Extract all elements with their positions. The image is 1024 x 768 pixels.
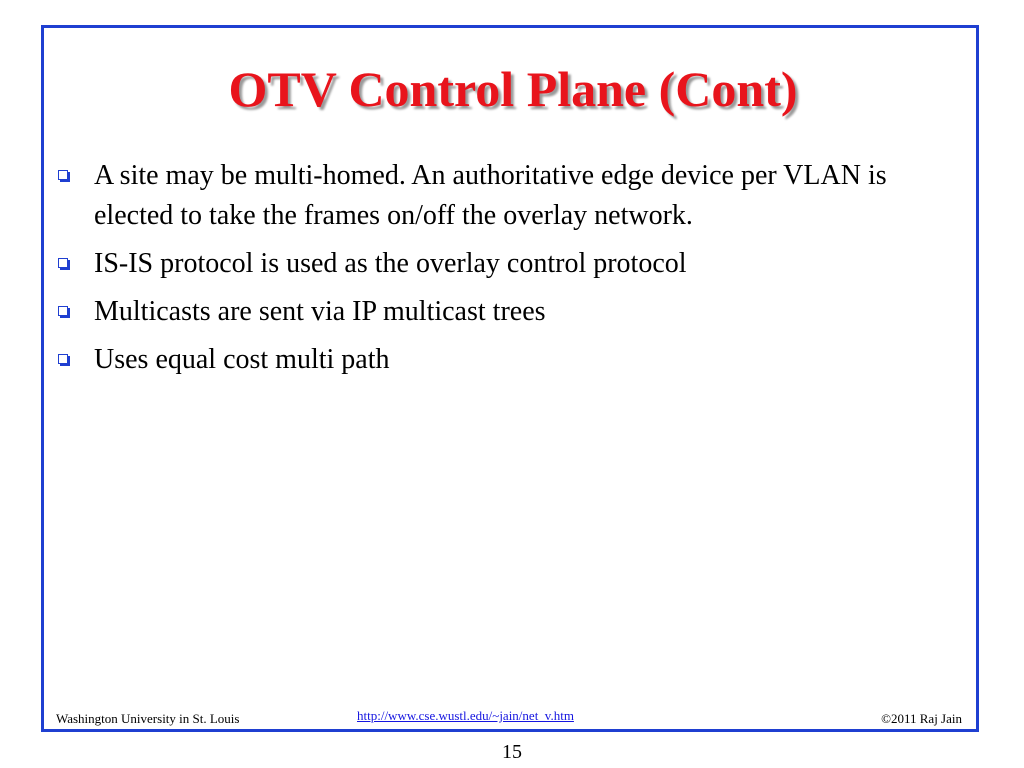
square-bullet-icon: [58, 170, 68, 180]
bullet-list: [58, 156, 958, 388]
square-bullet-icon: [58, 306, 68, 316]
footer-url-link[interactable]: http://www.cse.wustl.edu/~jain/net_v.htm: [357, 708, 574, 723]
square-bullet-icon: [58, 258, 68, 268]
list-item: [58, 340, 958, 380]
bullet-text: Multicasts are sent via IP multicast trees: [94, 296, 546, 327]
footer-institution: Washington University in St. Louis: [56, 711, 240, 726]
list-item: [58, 156, 958, 236]
slide-frame: [41, 25, 979, 732]
bullet-text: IS-IS protocol is used as the overlay control protocol: [94, 248, 687, 279]
list-item: [58, 292, 958, 332]
bullet-text: Uses equal cost multi path: [94, 344, 390, 375]
footer-copyright: ©2011 Raj Jain: [881, 711, 962, 726]
square-bullet-icon: [58, 354, 68, 364]
list-item: [58, 244, 958, 284]
bullet-text: A site may be multi-homed. An authoritative edge device per VLAN is elected to take the frames on/off the overlay network.: [94, 160, 887, 231]
slide-title: OTV Control Plane (Cont): [228, 61, 798, 117]
page-number: 15: [502, 741, 522, 763]
